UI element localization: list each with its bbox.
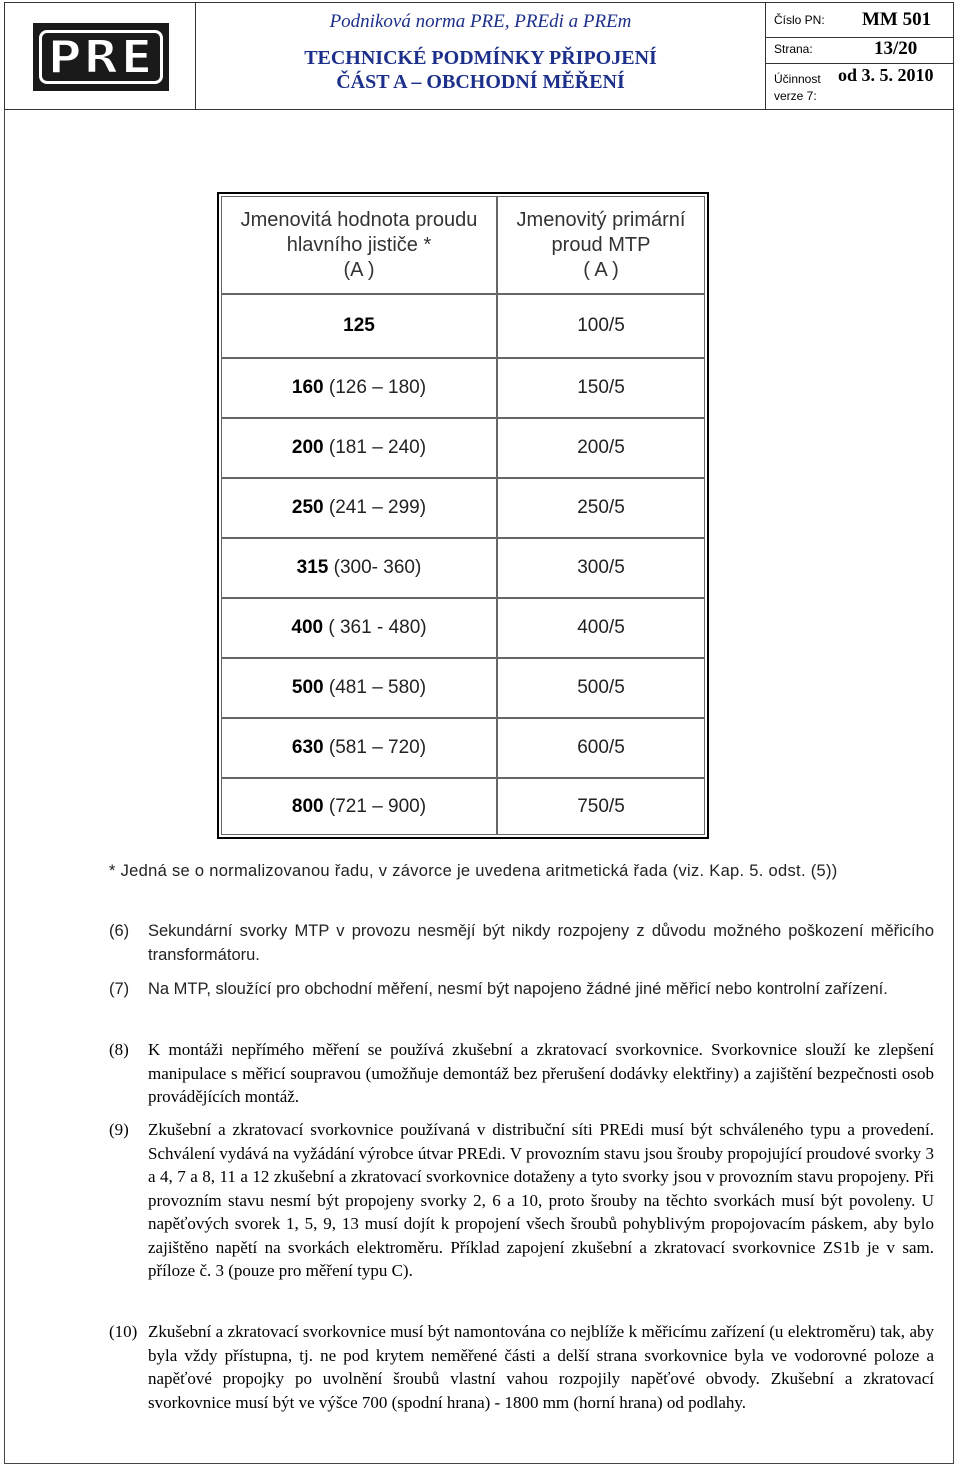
paragraph-text: Sekundární svorky MTP v provozu nesmějí být nikdy rozpojeny z důvodu možného poškození měřicího transformátoru. [148,922,934,964]
meta-row-cislo [766,3,953,38]
col2-header-line3: ( A ) [583,258,619,281]
header-title-cell [196,2,766,110]
table-cell-mtp: 400/5 [497,598,705,658]
jistic-value: 125 [343,315,375,336]
logo-cell [4,2,196,110]
header-meta-cell [766,2,954,110]
jistic-range: (126 – 180) [323,377,427,398]
jistic-range: (241 – 299) [323,497,427,518]
col1-header-line1: Jmenovitá hodnota proudu [240,208,478,231]
cislo-value: MM 501 [862,9,932,30]
paragraph-number: (7) [109,980,130,998]
jistic-range: ( 361 - 480) [323,617,427,638]
cislo-label: Číslo PN: [774,13,825,27]
meta-row-strana [766,37,953,64]
table-cell-jistic [221,778,497,835]
jistic-value: 400 [291,617,324,638]
paragraph-number: (10) [109,1322,138,1341]
table-cell-jistic [221,658,497,718]
table-cell-jistic [221,294,497,358]
numbered-paragraph [109,978,934,1002]
table-cell-mtp: 500/5 [497,658,705,718]
meta-row-ucinnost [766,63,953,111]
table-cell-jistic [221,478,497,538]
strana-value: 13/20 [874,38,918,59]
pre-logo [33,23,169,91]
jistic-range: (721 – 900) [323,795,427,817]
numbered-paragraph [109,920,934,967]
document-title: TECHNICKÉ PODMÍNKY PŘIPOJENÍ [304,47,657,69]
jistic-value: 200 [291,437,324,458]
paragraph-number: (9) [109,1120,129,1139]
numbered-paragraph [109,1038,934,1109]
norm-title: Podniková norma PRE, PREdi a PREm [329,11,632,32]
jistic-range: (581 – 720) [323,737,427,758]
table-header-col2 [497,196,705,294]
table-cell-mtp: 200/5 [497,418,705,478]
jistic-value: 500 [291,677,324,698]
table-header-col1 [221,196,497,294]
paragraph-text: Zkušební a zkratovací svorkovnice používaná v distribuční síti PREdi musí být schváleného typu a provedení. Schválení vydává na vyžádání výrobce útvar PREdi. V provozním stavu jsou šrouby propojující proudové svorky 3 a 4, 7 a 8, 11 a 12 zkušební a zkratovací svorkovnice dotaženy a tyto svorky jsou v provozním stavu propojeny. Při provozním stavu nesmí být propojeny svorky 2, 6 a 10, proto šrouby na těchto svorkách musí být povoleny. U napěťových svorek 1, 5, 9, 13 musí dojít k propojení všech šroubů pohyblivým propojovacím páskem, aby bylo zajištěno napětí na svorkách elektroměru. Příklad zapojení zkušební a zkratovací svorkovnice ZS1b je v sam. příloze č. 3 (pouze pro měření typu C). [148,1120,934,1280]
jistic-value: 315 [296,557,329,578]
jistic-range: (300- 360) [328,557,422,578]
paragraph-text: Na MTP, sloužící pro obchodní měření, nesmí být napojeno žádné jiné měřicí nebo kontrolní zařízení. [148,980,888,998]
table-cell-jistic [221,598,497,658]
paragraph-number: (8) [109,1040,129,1059]
jistic-value: 160 [291,377,324,398]
jistic-value: 250 [291,497,324,518]
table-cell-jistic [221,358,497,418]
jistic-value: 800 [291,795,324,817]
col2-header-line1: Jmenovitý primární [516,208,686,231]
strana-label: Strana: [774,42,813,56]
mtp-table [217,192,709,839]
col1-header-line2: hlavního jističe * [286,233,432,256]
jistic-range: (181 – 240) [323,437,427,458]
verze-label: verze 7: [774,89,817,103]
table-cell-mtp: 750/5 [497,778,705,835]
numbered-paragraph [109,1320,934,1414]
col1-header-line3: (A ) [343,258,375,281]
table-cell-jistic [221,418,497,478]
table-cell-mtp: 250/5 [497,478,705,538]
logo-text: PRE [47,30,155,84]
table-cell-mtp: 100/5 [497,294,705,358]
paragraph-text: Zkušební a zkratovací svorkovnice musí být namontována co nejblíže k měřicímu zařízení (u elektroměru) tak, aby byla vždy přístupna, tj. ne pod krytem neměřené části a delší strana svorkovnice byla ve vodorovné poloze a napěťové propojky po uvolnění šroubů vlastní vahou rozpojily napěťové obvody. Zkušební a zkratovací svorkovnice musí být ve výšce 700 (spodní hrana) - 1800 mm (horní hrana) od podlahy. [148,1322,934,1412]
jistic-value: 630 [291,737,324,758]
ucinnost-label: Účinnost [774,72,821,86]
ucinnost-value: od 3. 5. 2010 [838,65,934,85]
table-cell-mtp: 150/5 [497,358,705,418]
jistic-range: (481 – 580) [323,677,427,698]
table-cell-jistic [221,538,497,598]
table-footnote: * Jedná se o normalizovanou řadu, v závorce je uvedena aritmetická řada (viz. Kap. 5. odst. (5)) [109,862,838,880]
paragraph-number: (6) [109,922,130,940]
table-cell-mtp: 300/5 [497,538,705,598]
paragraph-text: K montáži nepřímého měření se používá zkušební a zkratovací svorkovnice. Svorkovnice slouží ke zlepšení manipulace s měřicí soupravou (umožňuje demontáž bez přerušení dodávky elektřiny) a zajištění bezpečnosti osob provádějících montáž. [148,1040,934,1106]
numbered-paragraph [109,1118,934,1283]
table-cell-mtp: 600/5 [497,718,705,778]
col2-header-line2: proud MTP [551,233,651,256]
table-cell-jistic [221,718,497,778]
part-title: ČÁST A – OBCHODNÍ MĚŘENÍ [336,71,625,93]
